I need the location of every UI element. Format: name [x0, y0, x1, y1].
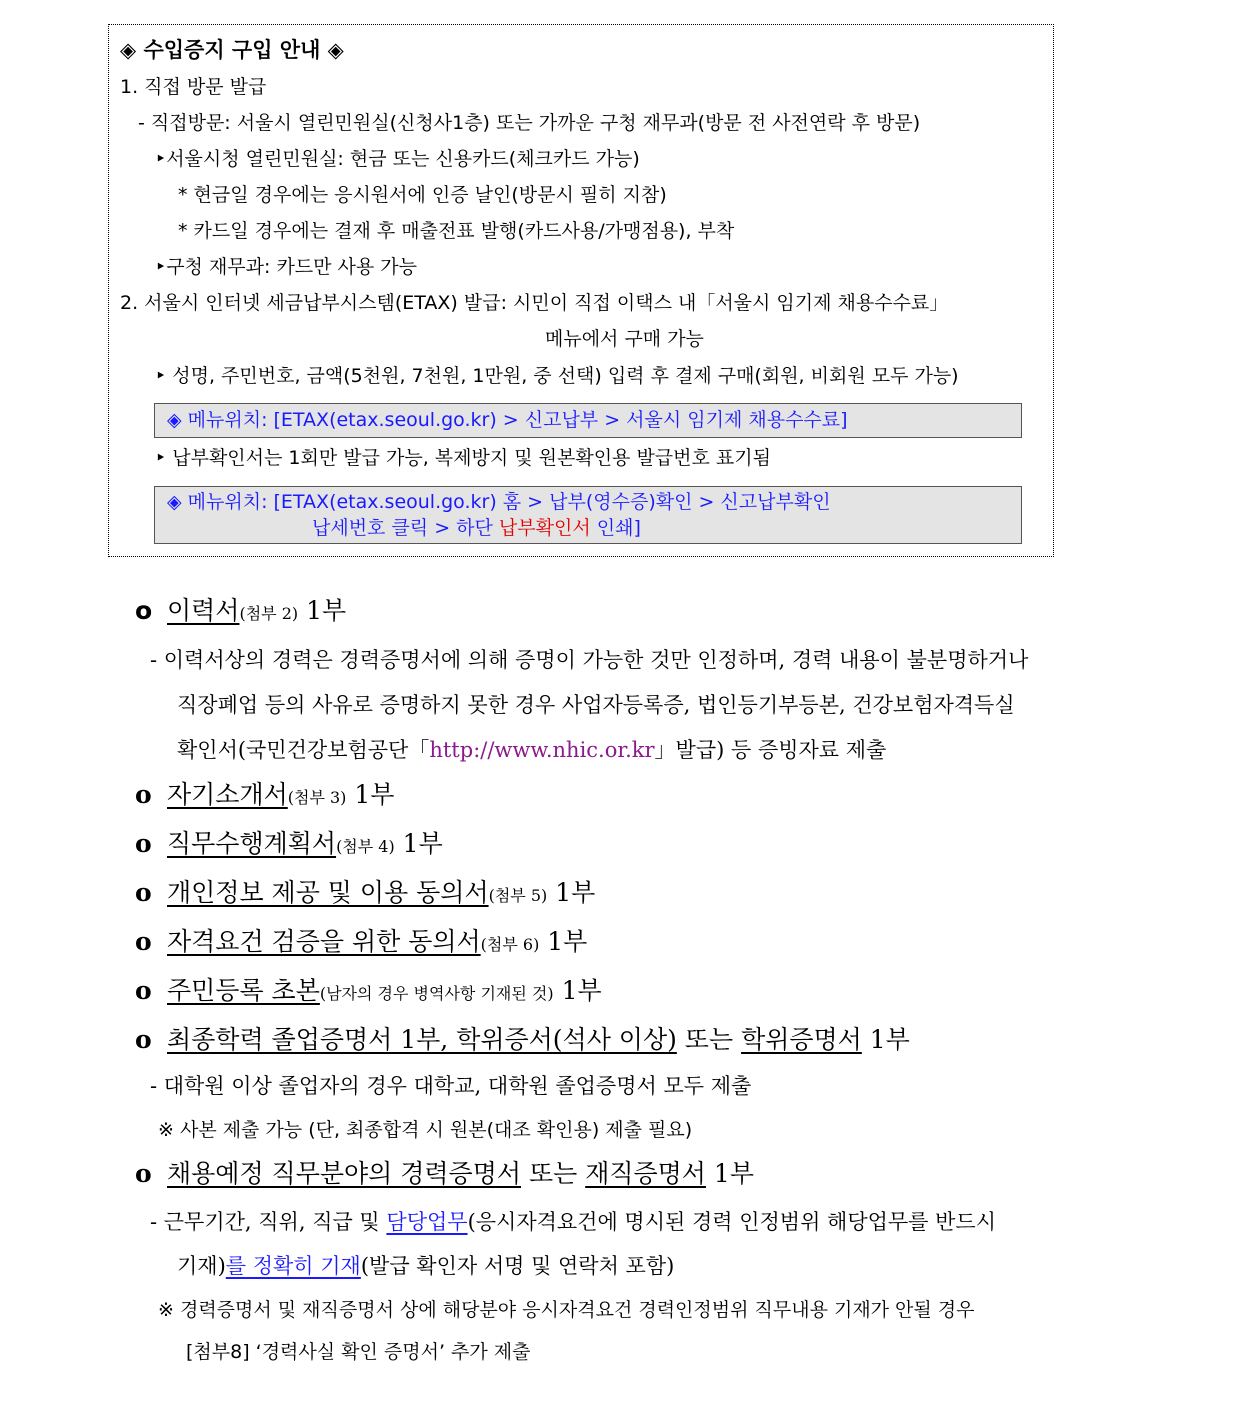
item-privacy-consent: o 개인정보 제공 및 이용 동의서(첨부 5) 1부 — [135, 878, 596, 907]
box-title: ◈ 수입증지 구입 안내 ◈ — [120, 38, 344, 62]
career-note-1: ※ 경력증명서 및 재직증명서 상에 해당분야 응시자격요건 경력인정범위 직무내용 기재가 안될 경우 — [158, 1299, 975, 1321]
resume-sub-1: - 이력서상의 경력은 경력증명서에 의해 증명이 가능한 것만 인정하며, 경력 내용이 불분명하거나 — [150, 648, 1029, 672]
box-line-10: ‣ 납부확인서는 1회만 발급 가능, 복제방지 및 원본확인용 발급번호 표기됨 — [155, 447, 771, 469]
accuracy-highlight: 를 정확히 기재 — [225, 1254, 361, 1278]
item-self-intro: o 자기소개서(첨부 3) 1부 — [135, 780, 395, 809]
career-sub-2: 기재)를 정확히 기재(발급 확인자 서명 및 연락처 포함) — [177, 1254, 675, 1278]
item-job-plan: o 직무수행계획서(첨부 4) 1부 — [135, 829, 443, 858]
box-line-4: * 현금일 경우에는 응시원서에 인증 날인(방문시 필히 지참) — [178, 184, 667, 206]
box-line-6: ‣구청 재무과: 카드만 사용 가능 — [155, 256, 418, 278]
item-resident-abstract: o 주민등록 초본(남자의 경우 병역사항 기재된 것) 1부 — [135, 976, 602, 1005]
career-sub-1: - 근무기간, 직위, 직급 및 담당업무(응시자격요건에 명시된 경력 인정범위 해당업무를 반드시 — [150, 1210, 996, 1234]
box-line-8: 메뉴에서 구매 가능 — [545, 328, 704, 350]
receipt-highlight: 납부확인서 — [498, 517, 591, 539]
duties-highlight: 담당업무 — [386, 1210, 468, 1234]
menu-location-2 — [154, 486, 1022, 544]
item-career: o 채용예정 직무분야의 경력증명서 또는 재직증명서 1부 — [135, 1159, 754, 1188]
item-resume: o 이력서(첨부 2) 1부 — [135, 596, 347, 625]
resume-sub-3: 확인서(국민건강보험공단「http://www.nhic.or.kr」발급) 등 증빙자료 제출 — [177, 738, 887, 762]
item-education: o 최종학력 졸업증명서 1부, 학위증서(석사 이상) 또는 학위증명서 1부 — [135, 1025, 910, 1054]
box-line-2: - 직접방문: 서울시 열린민원실(신청사1층) 또는 가까운 구청 재무과(방문 전 사전연락 후 방문) — [138, 112, 921, 134]
nhic-link[interactable]: http://www.nhic.or.kr — [429, 738, 655, 762]
box-line-7: 2. 서울시 인터넷 세금납부시스템(ETAX) 발급: 시민이 직접 이택스 내「서울시 임기제 채용수수료」 — [120, 292, 949, 314]
box-line-1: 1. 직접 방문 발급 — [120, 76, 267, 98]
menu-location-2-line-1: ◈ 메뉴위치: [ETAX(etax.seoul.go.kr) 홈 > 납부(영수증)확인 > 신고납부확인 — [167, 491, 831, 513]
menu-location-1 — [154, 403, 1022, 438]
education-sub: - 대학원 이상 졸업자의 경우 대학교, 대학원 졸업증명서 모두 제출 — [150, 1074, 752, 1098]
box-line-3: ‣서울시청 열린민원실: 현금 또는 신용카드(체크카드 가능) — [155, 148, 640, 170]
career-note-2: [첨부8] ‘경력사실 확인 증명서’ 추가 제출 — [186, 1341, 531, 1363]
menu-location-1-text: ◈ 메뉴위치: [ETAX(etax.seoul.go.kr) > 신고납부 > 서울시 임기제 채용수수료] — [167, 409, 848, 431]
menu-location-2-line-2: 납세번호 클릭 > 하단 납부확인서 인쇄] — [312, 517, 641, 539]
box-line-9: ‣ 성명, 주민번호, 금액(5천원, 7천원, 1만원, 중 선택) 입력 후 결제 구매(회원, 비회원 모두 가능) — [155, 365, 959, 387]
resume-sub-2: 직장폐업 등의 사유로 증명하지 못한 경우 사업자등록증, 법인등기부등본, 건강보험자격득실 — [177, 693, 1015, 717]
education-note: ※ 사본 제출 가능 (단, 최종합격 시 원본(대조 확인용) 제출 필요) — [158, 1119, 693, 1141]
item-verification-consent: o 자격요건 검증을 위한 동의서(첨부 6) 1부 — [135, 927, 588, 956]
box-line-5: * 카드일 경우에는 결재 후 매출전표 발행(카드사용/가맹점용), 부착 — [178, 220, 735, 242]
